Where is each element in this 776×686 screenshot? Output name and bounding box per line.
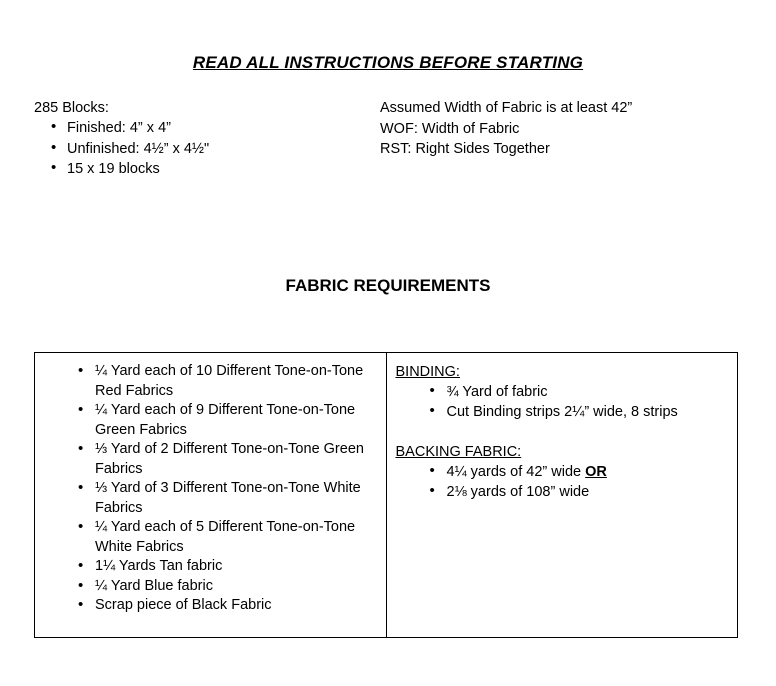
note-line: Assumed Width of Fabric is at least 42” xyxy=(380,100,633,116)
fabric-requirements-heading: FABRIC REQUIREMENTS xyxy=(285,276,491,295)
list-item: • 15 x 19 blocks xyxy=(34,159,364,180)
fabric-requirements-table xyxy=(34,352,738,638)
backing-text: 2⅛ yards of 108” wide xyxy=(446,484,590,500)
list-item: • 1¼ Yards Tan fabric xyxy=(43,557,378,577)
list-item: • ¼ Yard each of 10 Different Tone-on-Tone Red Fabrics xyxy=(43,362,378,401)
table-cell-binding-backing xyxy=(387,353,738,637)
table-cell-fabrics xyxy=(35,353,387,637)
blocks-heading: 285 Blocks: xyxy=(34,100,109,116)
list-item: • ¼ Yard each of 5 Different Tone-on-Tone White Fabrics xyxy=(43,518,378,557)
backing-fabric-heading: BACKING FABRIC: xyxy=(395,444,522,460)
list-item: • ⅓ Yard of 3 Different Tone-on-Tone White Fabrics xyxy=(43,479,378,518)
list-item: • ¼ Yard Blue fabric xyxy=(43,577,378,597)
list-item: • Finished: 4” x 4” xyxy=(34,118,364,139)
notes-section xyxy=(380,98,740,160)
blocks-section xyxy=(34,98,364,180)
note-line: RST: Right Sides Together xyxy=(380,141,550,157)
list-item xyxy=(395,482,730,502)
list-item: • Cut Binding strips 2¼” wide, 8 strips xyxy=(395,402,730,422)
blocks-list xyxy=(34,118,364,180)
list-item xyxy=(395,462,730,482)
list-item: • ⅓ Yard of 2 Different Tone-on-Tone Green Fabrics xyxy=(43,440,378,479)
binding-heading: BINDING: xyxy=(395,364,460,380)
list-item: • ¾ Yard of fabric xyxy=(395,382,730,402)
binding-list xyxy=(395,382,730,422)
backing-emphasis: OR xyxy=(585,464,607,480)
page-title: READ ALL INSTRUCTIONS BEFORE STARTING xyxy=(192,53,584,72)
list-item: • ¼ Yard each of 9 Different Tone-on-Tone Green Fabrics xyxy=(43,401,378,440)
list-item: • Scrap piece of Black Fabric xyxy=(43,596,378,616)
list-item: • Unfinished: 4½” x 4½" xyxy=(34,139,364,160)
fabric-list xyxy=(43,362,378,616)
spacer xyxy=(395,422,730,442)
backing-list xyxy=(395,462,730,502)
note-line: WOF: Width of Fabric xyxy=(380,120,520,137)
backing-text: 4¼ yards of 42” wide xyxy=(446,464,586,480)
